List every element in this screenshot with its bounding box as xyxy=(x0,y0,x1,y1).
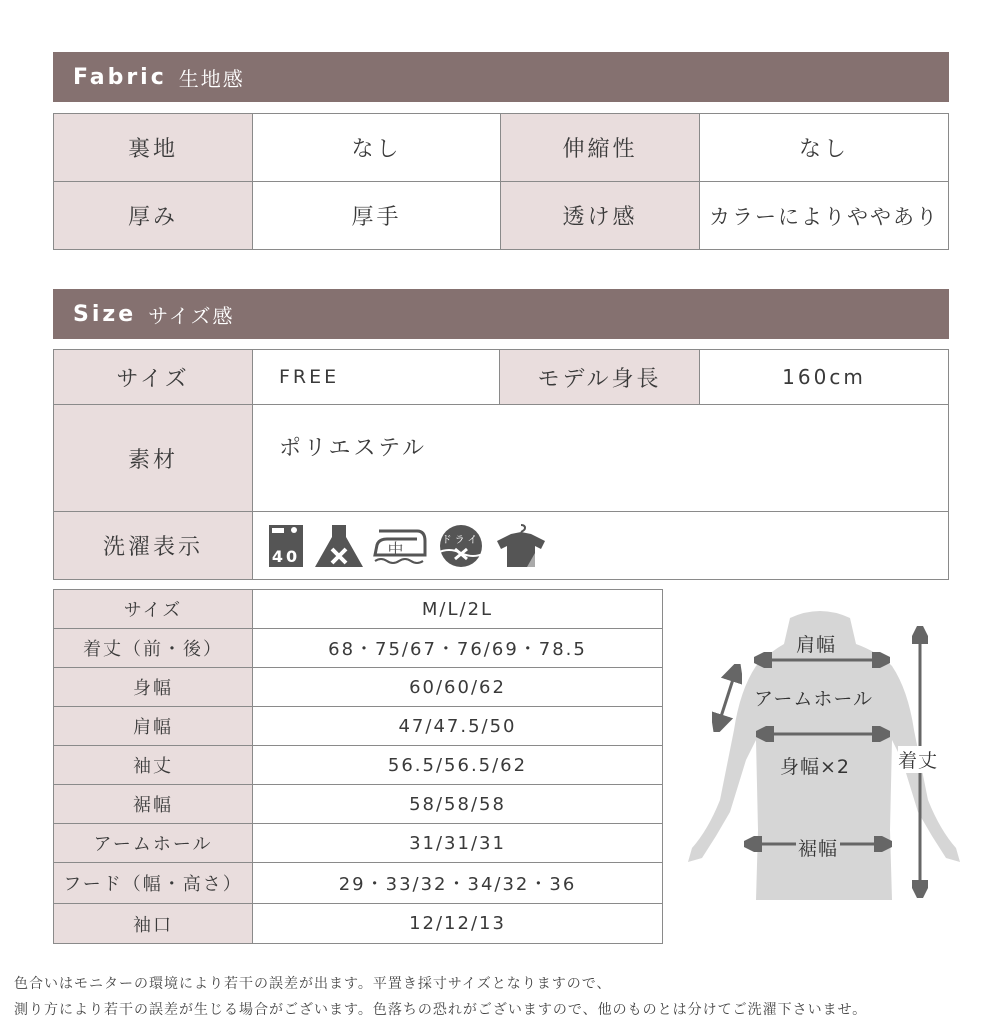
fabric-label-lining: 裏地 xyxy=(54,114,253,182)
hem-label: 裾幅 xyxy=(796,834,840,861)
measure-row-label: 袖丈 xyxy=(54,746,253,785)
measure-row-value: 58/58/58 xyxy=(253,785,663,824)
dry-clean-icon xyxy=(435,523,487,569)
fabric-value-lining: なし xyxy=(253,114,501,182)
fabric-value-thickness: 厚手 xyxy=(253,182,501,250)
dry-clean-text: ドライ xyxy=(441,534,481,546)
garment-diagram xyxy=(670,600,970,910)
measure-row-value: 60/60/62 xyxy=(253,668,663,707)
model-height-label: モデル身長 xyxy=(500,350,700,405)
footer-line-1: 色合いはモニターの環境により若干の誤差が出ます。平置き採寸サイズとなりますので、 xyxy=(14,976,612,992)
measure-row-label: 肩幅 xyxy=(54,707,253,746)
measure-row-label: フード（幅・高さ） xyxy=(54,863,253,904)
care-label: 洗濯表示 xyxy=(54,512,253,580)
measure-row-label: 袖口 xyxy=(54,904,253,944)
wash-40-icon xyxy=(267,523,305,569)
measure-row-value: 12/12/13 xyxy=(253,904,663,944)
size-table xyxy=(53,349,949,580)
fabric-value-stretch: なし xyxy=(700,114,949,182)
size-header xyxy=(53,289,949,339)
measure-row-label: 着丈（前・後） xyxy=(54,629,253,668)
measure-row-value: 56.5/56.5/62 xyxy=(253,746,663,785)
fabric-header xyxy=(53,52,949,102)
size-value: FREE xyxy=(253,350,500,405)
iron-temp-text: 中 xyxy=(387,539,407,559)
chest-arrow xyxy=(756,726,890,742)
size-title-en: Size xyxy=(73,301,137,327)
fabric-title-jp: 生地感 xyxy=(178,66,245,91)
armhole-arrow xyxy=(712,664,742,732)
measure-row-value: 31/31/31 xyxy=(253,824,663,863)
iron-low-icon xyxy=(371,523,429,569)
measure-row-label: 身幅 xyxy=(54,668,253,707)
measure-row-value: 68・75/67・76/69・78.5 xyxy=(253,629,663,668)
measure-row-label: 裾幅 xyxy=(54,785,253,824)
measure-row-value: 29・33/32・34/32・36 xyxy=(253,863,663,904)
fabric-value-sheerness: カラーによりややあり xyxy=(700,182,949,250)
no-bleach-icon xyxy=(313,523,365,569)
length-label: 着丈 xyxy=(898,746,938,773)
armhole-label: アームホール xyxy=(754,688,874,710)
fabric-label-stretch: 伸縮性 xyxy=(501,114,700,182)
fabric-label-sheerness: 透け感 xyxy=(501,182,700,250)
wash-temp-text: 40 xyxy=(271,546,301,566)
size-label: サイズ xyxy=(54,350,253,405)
hang-dry-icon xyxy=(493,523,549,569)
measurement-table xyxy=(53,589,663,944)
size-title-jp: サイズ感 xyxy=(148,303,235,328)
material-value: ポリエステル xyxy=(253,405,949,512)
material-label: 素材 xyxy=(54,405,253,512)
fabric-label-thickness: 厚み xyxy=(54,182,253,250)
footer-note xyxy=(14,971,994,1023)
shoulder-label: 肩幅 xyxy=(796,634,837,656)
measure-row-label: サイズ xyxy=(54,590,253,629)
model-height-value: 160cm xyxy=(700,350,949,405)
care-icons xyxy=(253,512,949,580)
footer-line-2: 測り方により若干の誤差が生じる場合がございます。色落ちの恐れがございますので、他のものとは分けてご洗濯下さいませ。 xyxy=(14,1002,868,1018)
measure-row-value: M/L/2L xyxy=(253,590,663,629)
fabric-table xyxy=(53,113,949,250)
measure-row-label: アームホール xyxy=(54,824,253,863)
measure-row-value: 47/47.5/50 xyxy=(253,707,663,746)
fabric-title-en: Fabric xyxy=(73,64,167,90)
chest-label: 身幅×2 xyxy=(780,756,851,778)
